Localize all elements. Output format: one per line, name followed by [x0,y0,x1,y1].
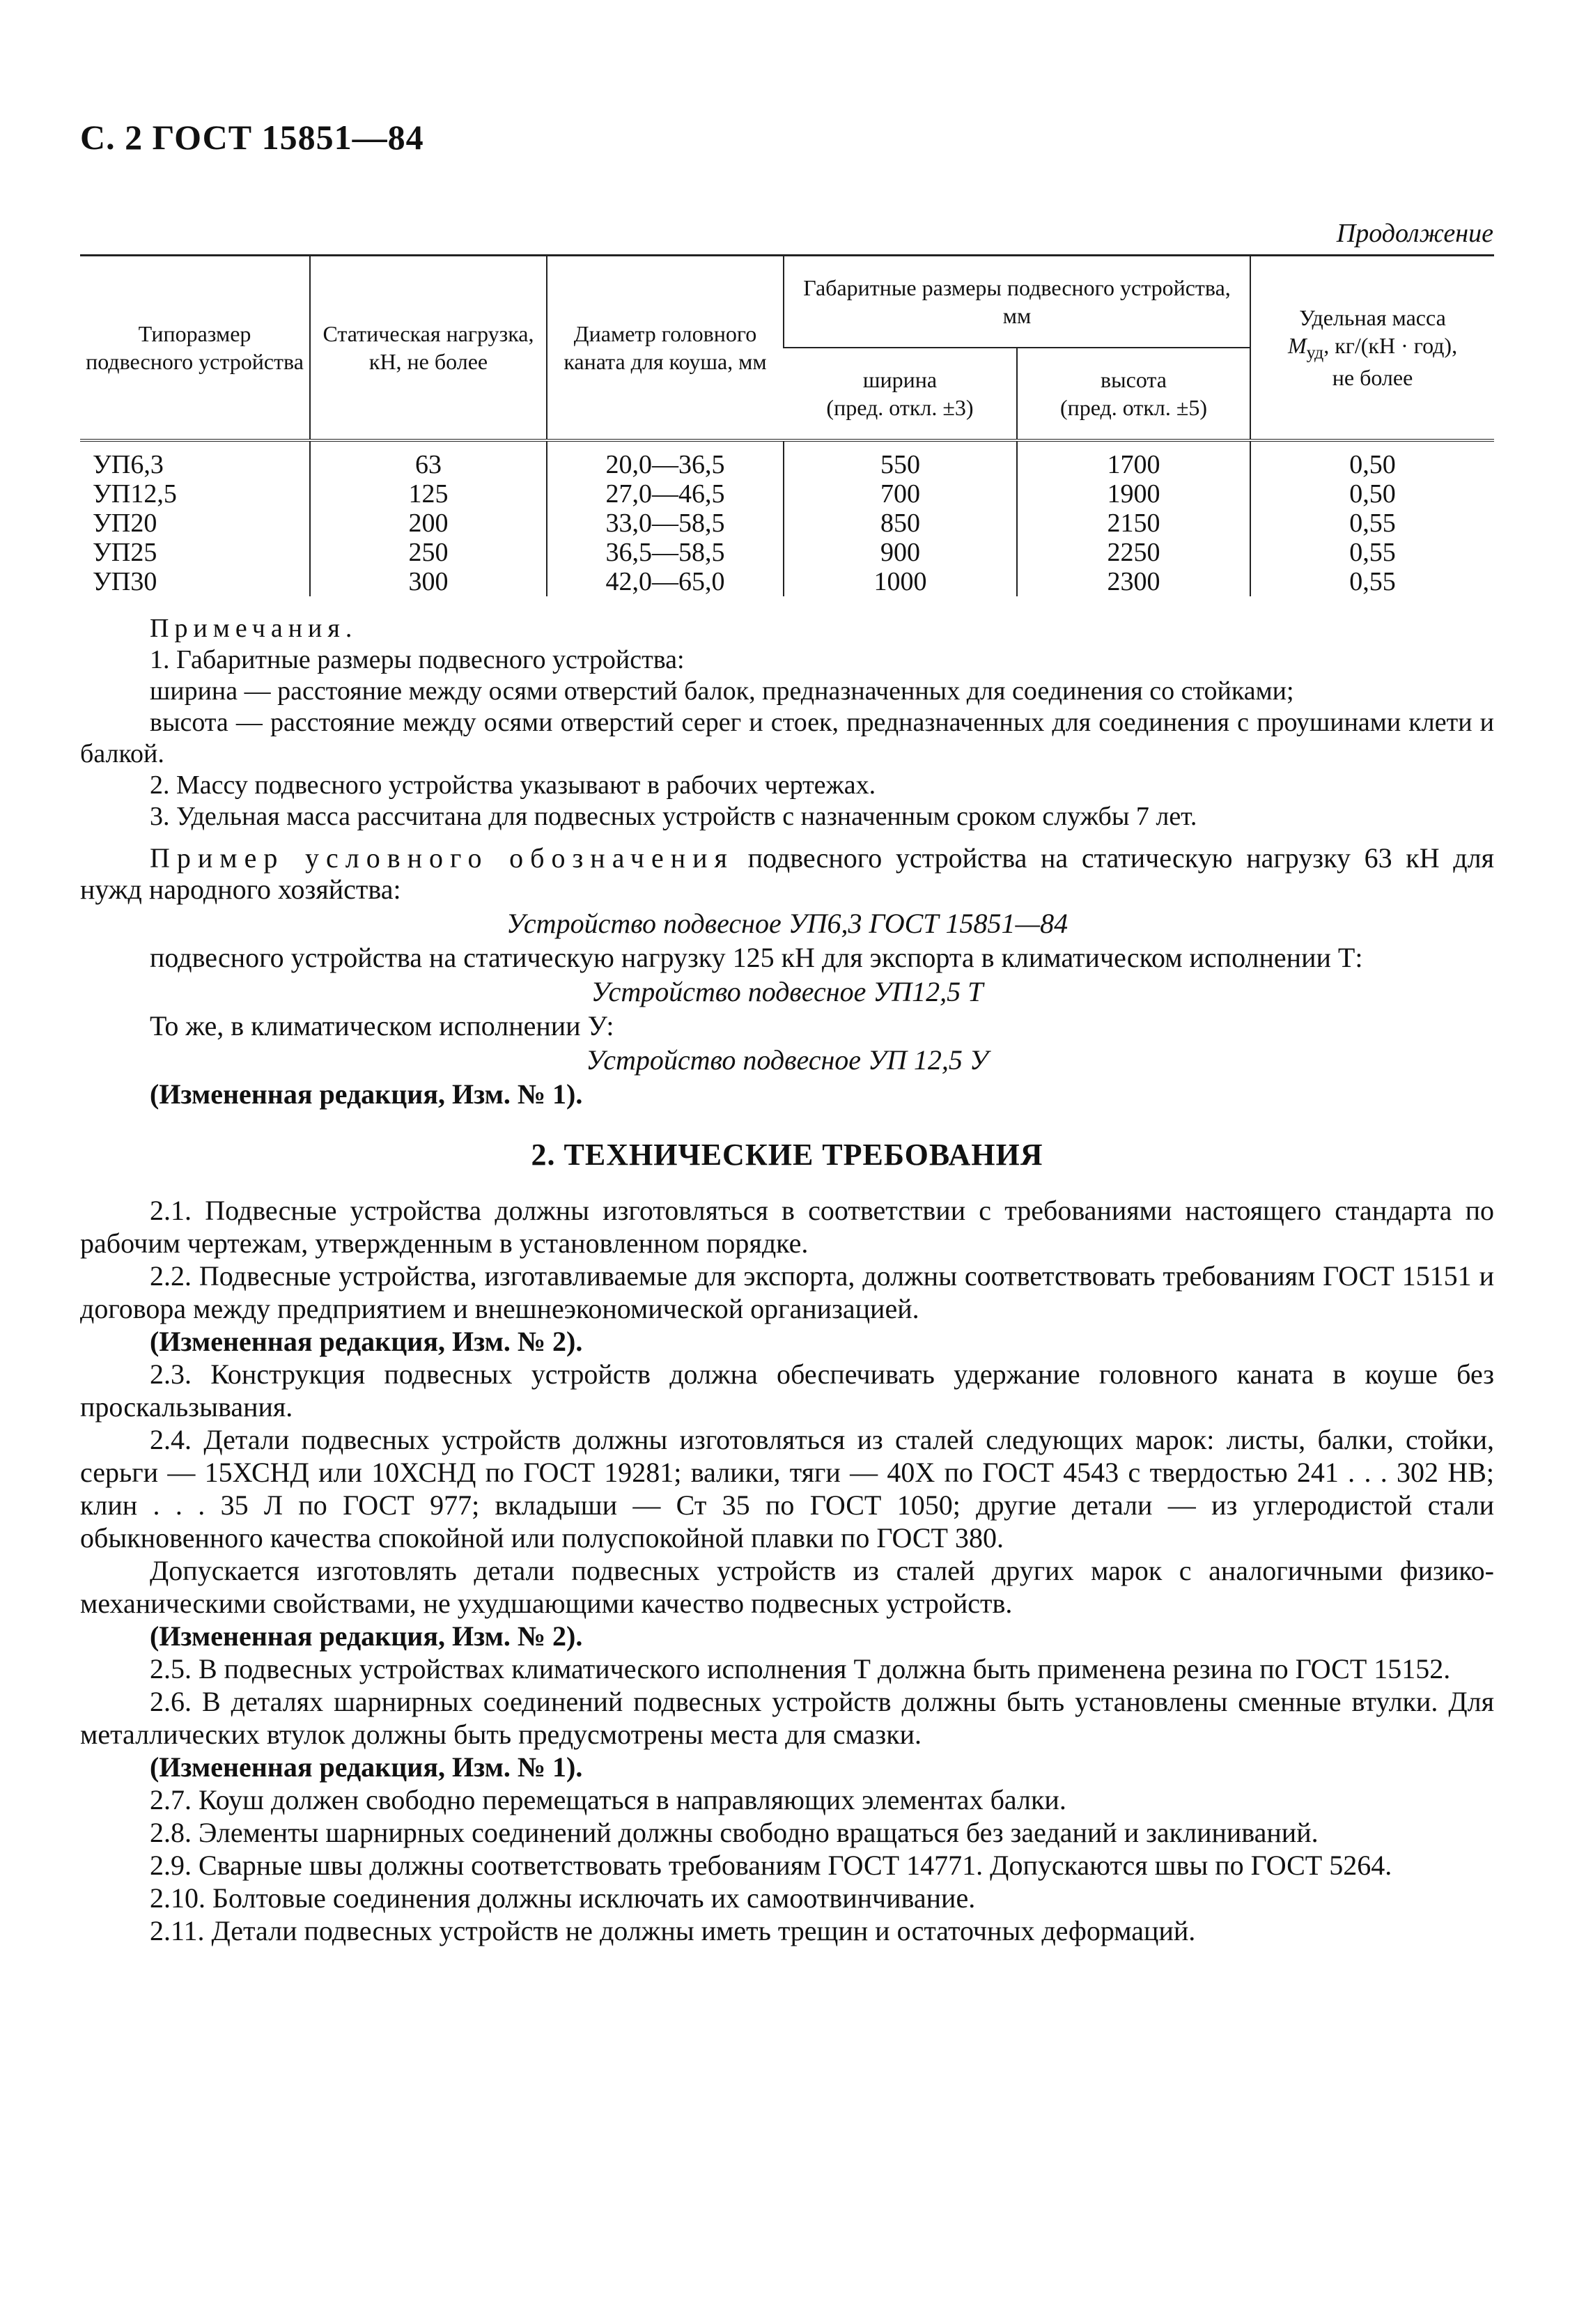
page-header: С. 2 ГОСТ 15851—84 [80,118,424,157]
clause-2-8: 2.8. Элементы шарнирных соединений должны свободно вращаться без заеданий и заклиниваний. [150,1817,1319,1848]
example-line-2: подвесного устройства на статическую нагрузку 125 кН для экспорта в климатическом исполнении Т: [150,942,1363,973]
cell-height: 1700 [1017,440,1250,479]
clause-2-10: 2.10. Болтовые соединения должны исключать их самоотвинчивание. [150,1882,976,1914]
cell-mass: 0,55 [1250,509,1494,538]
section-2-content [80,1194,1494,1947]
mass-subscript: уд [1306,341,1324,362]
cell-diameter: 27,0—46,5 [547,479,784,509]
cell-width: 1000 [784,567,1017,596]
cell-load: 63 [310,440,547,479]
cell-width: 550 [784,440,1017,479]
example-designation-2: Устройство подвесное УП12,5 Т [591,976,984,1007]
header-mass [1250,256,1494,441]
table-row [80,440,1494,479]
header-mass-line3: не более [1332,365,1413,391]
header-mass-line1: Удельная масса [1299,304,1446,330]
example-intro [80,842,1494,905]
note-2: 2. Массу подвесного устройства указывают в рабочих чертежах. [150,770,876,800]
header-width [784,348,1017,440]
cell-height: 2300 [1017,567,1250,596]
clause-2-9: 2.9. Сварные швы должны соответствовать требованиям ГОСТ 14771. Допускаются швы по ГОСТ 5264. [150,1850,1392,1881]
note-1-height: высота — расстояние между осями отверстий серег и стоек, предназначенных для соединения с проушинами клети и балкой. [80,708,1494,768]
cell-load: 200 [310,509,547,538]
cell-width: 700 [784,479,1017,509]
cell-width: 900 [784,538,1017,567]
height-label: высота [1101,367,1167,392]
example-designation-1: Устройство подвесное УП6,3 ГОСТ 15851—84 [506,908,1069,939]
cell-type: УП6,3 [93,450,164,479]
note-1-width: ширина — расстояние между осями отверстий балок, предназначенных для соединения со стойками; [150,676,1294,706]
amendment-note: (Измененная редакция, Изм. № 1). [150,1078,583,1110]
example-designation-3: Устройство подвесное УП 12,5 У [586,1044,988,1076]
header-height [1017,348,1250,440]
cell-diameter: 36,5—58,5 [547,538,784,567]
clause-2-7: 2.7. Коуш должен свободно перемещаться в направляющих элементах балки. [150,1784,1066,1815]
section-title: 2. ТЕХНИЧЕСКИЕ ТРЕБОВАНИЯ [531,1138,1043,1172]
mass-unit: , кг/(кН · год), [1323,332,1458,358]
clause-2-11: 2.11. Детали подвесных устройств не должны иметь трещин и остаточных деформаций. [150,1915,1196,1946]
notes-title: Примечания. [150,614,358,643]
table-row [80,509,1494,538]
example-lead-rest: подвесного устройства на статическую нагрузку 63 кН для нужд народного хозяйства: [80,842,1495,905]
cell-diameter: 33,0—58,5 [547,509,784,538]
cell-mass: 0,50 [1250,440,1494,479]
cell-diameter: 20,0—36,5 [547,440,784,479]
width-label: ширина [862,367,938,392]
clause-2-5: 2.5. В подвесных устройствах климатического исполнения Т должна быть применена резина по ГОСТ 15152. [150,1653,1451,1684]
cell-height: 2250 [1017,538,1250,567]
cell-type: УП30 [93,567,157,596]
cell-height: 2150 [1017,509,1250,538]
note-3: 3. Удельная масса рассчитана для подвесных устройств с назначенным сроком службы 7 лет. [150,802,1197,831]
mass-symbol: M [1287,332,1307,358]
amendment-2-4: (Измененная редакция, Изм. № 2). [150,1620,583,1652]
example-lead: Пример условного обозначения [150,842,734,874]
cell-width: 850 [784,509,1017,538]
header-dimensions-group: Габаритные размеры подвесного устройства, мм [784,256,1250,348]
clause-2-3: 2.3. Конструкция подвесных устройств должна обеспечивать удержание головного каната в коуше без проскальзывания. [80,1358,1494,1423]
clause-2-2: 2.2. Подвесные устройства, изготавливаемые для экспорта, должны соответствовать требованиям ГОСТ 15151 и договора между предприятием и внешнеэкономической организацией. [80,1260,1494,1324]
example-line-3: То же, в климатическом исполнении У: [150,1010,614,1041]
cell-type: УП25 [93,538,157,567]
continued-label: Продолжение [1336,219,1493,248]
header-diameter: Диаметр головного каната для коуша, мм [547,256,784,441]
cell-mass: 0,55 [1250,538,1494,567]
specs-table [80,254,1494,596]
amendment-2-6: (Измененная редакция, Изм. № 1). [150,1751,583,1783]
width-tolerance: (пред. откл. ±3) [826,395,974,420]
cell-type: УП12,5 [93,479,177,509]
table-row [80,479,1494,509]
table-row [80,538,1494,567]
specs-table-wrapper [80,254,1494,596]
cell-diameter: 42,0—65,0 [547,567,784,596]
cell-load: 125 [310,479,547,509]
clause-2-4-addendum: Допускается изготовлять детали подвесных устройств из сталей других марок с аналогичными физико-механическими свойствами, не ухудшающими качество подвесных устройств. [80,1555,1494,1619]
header-mass-line2 [1287,332,1458,362]
note-1: 1. Габаритные размеры подвесного устройства: [150,645,685,674]
cell-height: 1900 [1017,479,1250,509]
cell-load: 300 [310,567,547,596]
table-row [80,567,1494,596]
cell-type: УП20 [93,509,157,538]
amendment-2-2: (Измененная редакция, Изм. № 2). [150,1326,583,1357]
clause-2-6: 2.6. В деталях шарнирных соединений подвесных устройств должны быть установлены сменные втулки. Для металлических втулок должны быть предусмотрены места для смазки. [80,1686,1494,1750]
clause-2-1: 2.1. Подвесные устройства должны изготовляться в соответствии с требованиями настоящего стандарта по рабочим чертежам, утвержденным в установленном порядке. [80,1195,1494,1259]
clause-2-4: 2.4. Детали подвесных устройств должны изготовляться из сталей следующих марок: листы, балки, стойки, серьги — 15ХСНД или 10ХСНД по ГОСТ 19281; валики, тяги — 40Х по ГОСТ 4543 с твердостью 241 . . . 302 НВ; клин . . . 35 Л по ГОСТ 977; вкладыши — Ст 35 по ГОСТ 1050; другие детали — из углеродистой стали обыкновенного качества спокойной или полуспокойной плавки по ГОСТ 380. [80,1424,1494,1554]
document-body [80,613,1494,1947]
cell-mass: 0,50 [1250,479,1494,509]
cell-load: 250 [310,538,547,567]
header-load: Статическая нагрузка, кН, не более [310,256,547,441]
height-tolerance: (пред. откл. ±5) [1059,395,1208,420]
cell-mass: 0,55 [1250,567,1494,596]
header-type: Типоразмер подвесного устройства [80,256,310,441]
